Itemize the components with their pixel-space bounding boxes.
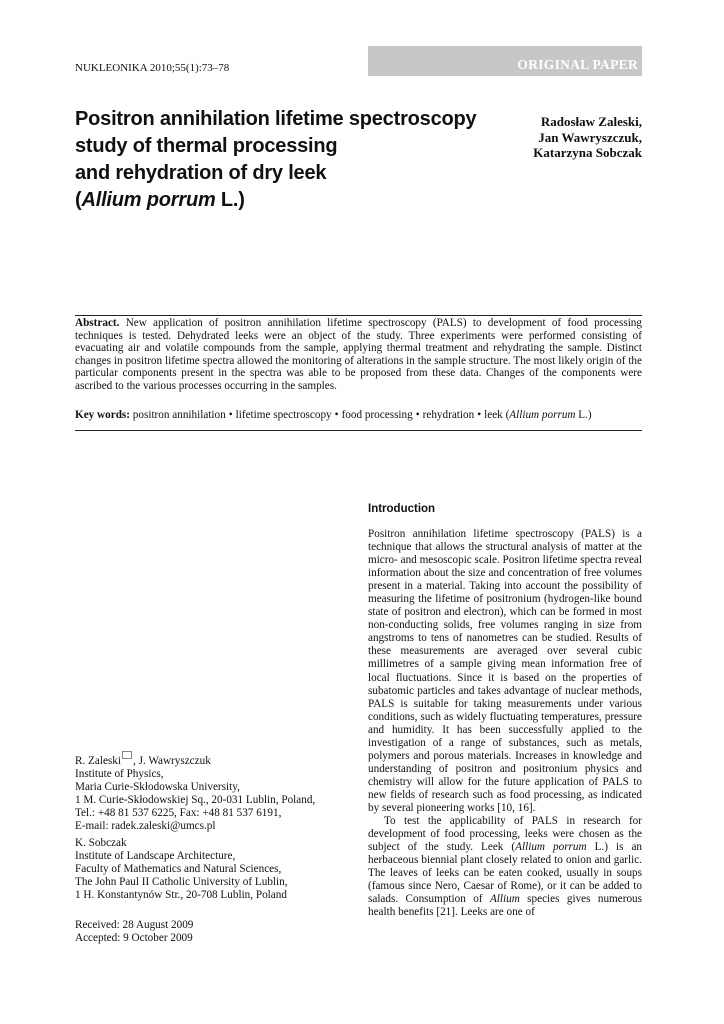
affiliation-line: The John Paul II Catholic University of Lublin, xyxy=(75,876,288,889)
affiliation-line: E-mail: radek.zaleski@umcs.pl xyxy=(75,820,216,833)
keyword: rehydration xyxy=(422,409,475,421)
keyword-separator: • xyxy=(228,409,233,421)
affiliation-line: Institute of Landscape Architecture, xyxy=(75,850,236,863)
keywords-label: Key words: xyxy=(75,409,130,421)
title-suffix: L.) xyxy=(215,189,245,211)
dates-block xyxy=(75,919,193,945)
affiliation-line: Tel.: +48 81 537 6225, Fax: +48 81 537 6191, xyxy=(75,807,282,820)
paragraph: Positron annihilation lifetime spectroscopy (PALS) is a technique that allows the structural analysis of matter at the micro- and mesoscopic scale. Positron lifetime spectra reveal information about the size and concentration of free volumes present in a material. Taking into account the possibility of measuring the lifetime of positronium (hydrogen-like bound state of positron and electron), which can be formed in most non-conducting solids, free volumes ranging in size from angstroms to tens of nanometres can be studied. Results of these measurements are averaged over several cubic millimetres of a sample giving mean information free of local fluctuations. Since it is based on the properties of subatomic particles and takes advantage of nuclear methods, PALS is suitable for taking measurements under various conditions, such as widely fluctuating temperatures, pressure and humidity. It has been successfully applied to the investigation of a range of substances, such as metals, polymers and porous materials. Increases in knowledge and understanding of positron and positronium physics and chemistry will allow for the future application of PALS to new fields of research such as food processing, as indicated by several pioneering works [10, 16]. xyxy=(368,528,642,814)
envelope-icon xyxy=(122,751,132,759)
accepted-date: Accepted: 9 October 2009 xyxy=(75,932,193,945)
title-species: Allium porrum xyxy=(81,189,216,211)
introduction-body xyxy=(368,528,642,919)
abstract xyxy=(75,317,642,393)
author: Katarzyna Sobczak xyxy=(533,145,642,160)
title-line: study of thermal processing xyxy=(75,135,338,157)
keywords xyxy=(75,409,642,422)
author: Radosław Zaleski, xyxy=(540,114,642,129)
abstract-text: New application of positron annihilation lifetime spectroscopy (PALS) to development of food processing techniques is tested. Dehydrated leeks were an object of the study. Three experiments were performed consisting of evacuating air and volatile compounds from the sample, applying thermal treatment and rehydrating the sample. Distinct changes in positron lifetime spectra allowed the monitoring of alterations in the sample structure. The most likely origin of the particular components present in the spectra was able to be proposed from these data. Changes of the components were ascribed to the various processes occurring in the samples. xyxy=(75,317,642,392)
affiliation-line: Maria Curie-Skłodowska University, xyxy=(75,781,240,794)
paragraph: To test the applicability of PALS in research for development of food processing, leeks were chosen as the subject of the study. Leek (Allium porrum L.) is an herbaceous biennial plant closely related to onion and garlic. The leaves of leeks can be eaten cooked, usually in soups (famous since Nero, Caesar of Rome), or it can be added to salads. Consumption of Allium species gives numerous health benefits [21]. Leeks are one of xyxy=(368,815,642,919)
keywords-bottom-rule xyxy=(75,430,642,431)
author: Jan Wawryszczuk, xyxy=(538,129,642,145)
article-type-label: ORIGINAL PAPER xyxy=(517,57,638,72)
keyword-separator: • xyxy=(334,409,339,421)
title-line: Positron annihilation lifetime spectroscopy xyxy=(75,108,477,130)
keyword: food processing xyxy=(341,409,413,421)
affiliation-block xyxy=(75,751,315,834)
article-type-banner xyxy=(368,46,642,76)
journal-reference: NUKLEONIKA 2010;55(1):73–78 xyxy=(75,62,230,74)
abstract-top-rule xyxy=(75,315,642,316)
affiliation-line: 1 H. Konstantynów Str., 20-708 Lublin, Poland xyxy=(75,889,287,902)
section-heading: Introduction xyxy=(368,503,436,515)
title-line xyxy=(75,187,495,214)
keyword-separator: • xyxy=(415,409,420,421)
affiliation-line: Institute of Physics, xyxy=(75,768,164,781)
title-paren: ( xyxy=(75,189,82,211)
affiliation-line: 1 M. Curie-Skłodowskiej Sq., 20-031 Lublin, Poland, xyxy=(75,794,316,807)
keyword: lifetime spectroscopy xyxy=(235,409,332,421)
affiliation-authors: R. Zaleski , J. Wawryszczuk xyxy=(75,751,315,768)
title-line: and rehydration of dry leek xyxy=(75,162,327,184)
author-list xyxy=(533,114,642,161)
affiliation-line: K. Sobczak xyxy=(75,837,127,849)
keyword: positron annihilation xyxy=(132,409,226,421)
keyword: leek (Allium porrum L.) xyxy=(484,409,592,421)
received-date: Received: 28 August 2009 xyxy=(75,919,194,931)
affiliation-line: Faculty of Mathematics and Natural Sciences, xyxy=(75,863,282,876)
abstract-label: Abstract. xyxy=(75,317,120,329)
keyword-separator: • xyxy=(477,409,482,421)
paper-title xyxy=(75,106,495,214)
affiliation-block xyxy=(75,837,288,902)
